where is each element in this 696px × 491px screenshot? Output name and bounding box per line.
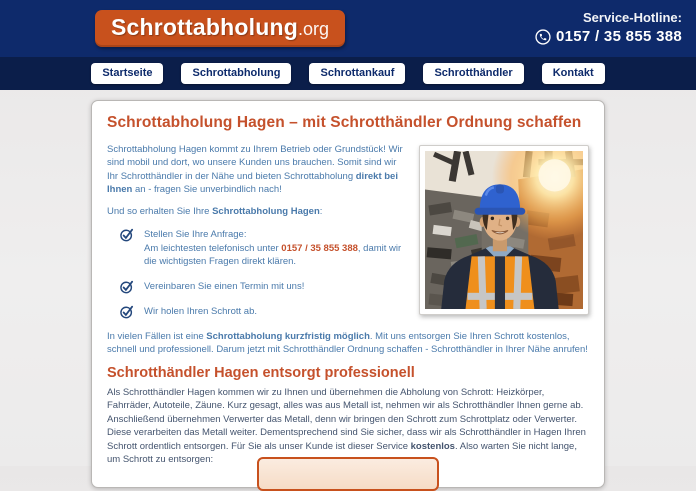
hotline [535,10,682,46]
nav-item-schrottankauf[interactable]: Schrottankauf [309,63,405,84]
logo-suffix: .org [297,19,330,39]
checklist-item-text: Wir holen Ihren Schrott ab. [144,305,257,317]
list-lead-paragraph: Und so erhalten Sie Ihre Schrottabholung Hagen: [107,205,323,217]
phone-circle-icon [535,29,551,45]
main-nav [0,57,696,90]
phone-link[interactable]: 0157 / 35 855 388 [281,242,358,254]
check-circle-icon [120,305,134,319]
intro-text: Schrottabholung Hagen kommt zu Ihrem Betrieb oder Grundstück! Wir sind mobil und dort, wo unsere Kunden uns brauchen. Somit sind wir Ihr Schrotthändler in der Nähe und bieten Schrottabholung [107,144,403,182]
check-circle-icon [120,280,134,294]
nav-item-schrottabholung[interactable]: Schrottabholung [181,63,291,84]
closing-paragraph: In vielen Fällen ist eine Schrottabholung kurzfristig möglich. Mit uns entsorgen Sie Ihren Schrott kostenlos, schnell und professionell. Darum jetzt mit Schrotthändler Ordnung schaffen - Schrotthändler in Ihrer Nähe anrufen! [107,330,588,356]
check-circle-icon [120,228,134,268]
cta-button[interactable] [257,457,439,491]
site-header [0,0,696,57]
section-paragraph: Als Schrotthändler Hagen kommen wir zu Ihnen und übernehmen die Abholung von Schrott: Heizkörper, Fahrräder, Autoteile, Zäune. Kurz gesagt, alles was aus Metall ist, nehmen wir als Schrotthändler Ihnen gerne ab. Anschließend übernehmen Verwerter das Metall, denn wir bringen den Schrott zum Schrottplatz oder Verwerter. Diese verarbeiten das Metall weiter. Dementsprechend sind Sie sicher, dass wir als Schrotthändler in Hagen Ihren Schrott ordentlich entsorgen. Für Sie als unser Kunde ist dieser Service kostenlos. Also warten Sie nicht lange, um Schrott zu entsorgen: [107,386,586,466]
hotline-number[interactable]: 0157 / 35 855 388 [555,28,682,46]
nav-item-startseite[interactable]: Startseite [91,63,163,84]
content-card [91,100,605,488]
worker-scrapyard-photo [419,145,589,315]
checklist-item-anfrage [120,228,406,268]
intro-bold: direkt bei Ihnen [107,170,398,196]
nav-item-schrotthaendler[interactable]: Schrotthändler [423,63,523,84]
intro-paragraph: Schrottabholung Hagen kommt zu Ihrem Betrieb oder Grundstück! Wir sind mobil und dort, wo unsere Kunden uns brauchen. Somit sind wir Ihr Schrotthändler in der Nähe und bieten Schrottabholung direkt bei Ihnen an - fragen Sie unverbindlich nach! [107,144,403,196]
logo[interactable] [95,10,345,47]
section-title: Schrotthändler Hagen entsorgt professionell [107,364,415,381]
page-title: Schrottabholung Hagen – mit Schrotthändler Ordnung schaffen [107,114,582,131]
checklist-item-text: Vereinbaren Sie einen Termin mit uns! [144,280,305,292]
nav-item-kontakt[interactable]: Kontakt [542,63,605,84]
logo-text: Schrottabholung [111,14,298,40]
hotline-label: Service-Hotline: [583,10,682,26]
checklist-item-termin [120,280,406,294]
checklist-item-text: Stellen Sie Ihre Anfrage: Am leichtesten telefonisch unter 0157 / 35 855 388, damit wir die wichtigsten Fragen direkt klären. [144,229,402,268]
checklist-item-abholung [120,305,406,319]
